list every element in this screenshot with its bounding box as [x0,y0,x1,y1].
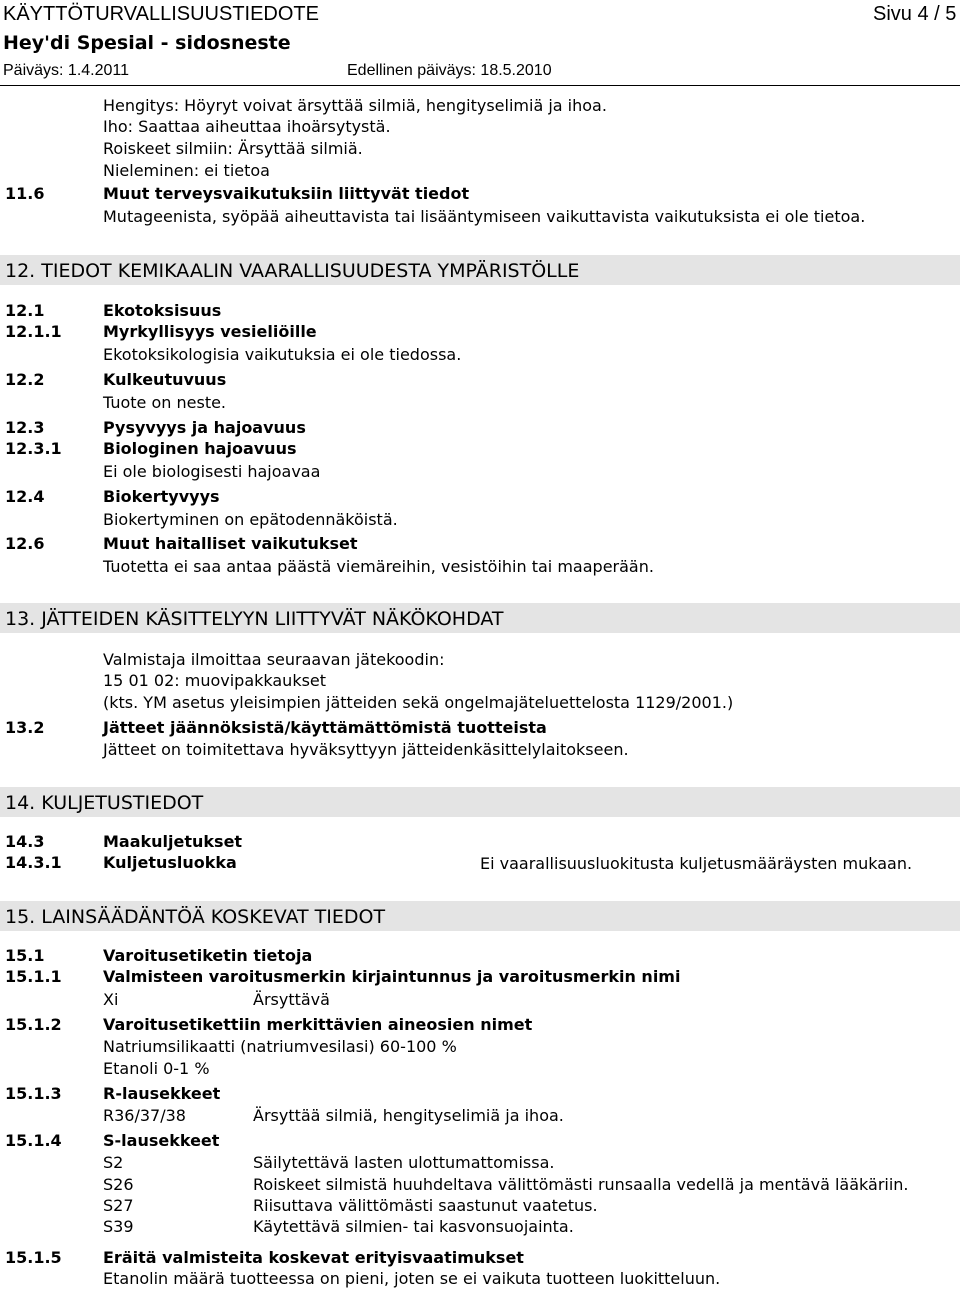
s13-line: Valmistaja ilmoittaa seuraavan jätekoodin: [103,650,445,669]
s11-line: Iho: Saattaa aiheuttaa ihoärsytystä. [103,117,391,136]
s-phrase-text: Säilytettävä lasten ulottumattomissa. [253,1153,555,1172]
s15-1-1-title: Valmisteen varoitusmerkin kirjaintunnus ja varoitusmerkin nimi [103,967,681,986]
s15-1-5-number: 15.1.5 [5,1248,62,1267]
r-phrase-code: R36/37/38 [103,1106,186,1125]
s12-1-1-text: Ekotoksikologisia vaikutuksia ei ole tiedossa. [103,345,462,364]
s-phrase-text: Riisuttava välittömästi saastunut vaatetus. [253,1196,598,1215]
s13-2-text: Jätteet on toimitettava hyväksyttyyn jätteidenkäsittelylaitokseen. [103,740,629,759]
s12-1-1-title: Myrkyllisyys vesieliöille [103,322,317,341]
s11-6-number: 11.6 [5,184,45,203]
s12-2-number: 12.2 [5,370,45,389]
s-phrase-code: S2 [103,1153,124,1172]
s13-line: 15 01 02: muovipakkaukset [103,671,327,690]
s12-3-1-text: Ei ole biologisesti hajoavaa [103,462,321,481]
ingredient-line: Etanoli 0-1 % [103,1059,210,1078]
s12-4-number: 12.4 [5,487,45,506]
hazard-symbol-code: Xi [103,990,119,1009]
s13-2-title: Jätteet jäännöksistä/käyttämättömistä tuotteista [103,718,547,737]
previous-date: Edellinen päiväys: 18.5.2010 [347,62,552,79]
s14-3-1-value: Ei vaarallisuusluokitusta kuljetusmääräysten mukaan. [480,854,913,873]
s-phrase-text: Roiskeet silmistä huuhdeltava välittömästi runsaalla vedellä ja mentävä lääkäriin. [253,1175,909,1194]
s14-3-1-title: Kuljetusluokka [103,853,237,872]
header-divider [0,85,960,86]
s12-1-title: Ekotoksisuus [103,301,222,320]
s15-1-2-title: Varoitusetikettiin merkittävien aineosien nimet [103,1015,533,1034]
s12-4-title: Biokertyvyys [103,487,220,506]
s-phrase-text: Käytettävä silmien- tai kasvonsuojainta. [253,1217,574,1236]
s12-6-number: 12.6 [5,534,45,553]
ingredient-line: Natriumsilikaatti (natriumvesilasi) 60-100 % [103,1037,457,1056]
s11-6-text: Mutageenista, syöpää aiheuttavista tai lisääntymiseen vaikuttavista vaikutuksista ei ole tietoa. [103,207,866,226]
s12-1-1-number: 12.1.1 [5,322,62,341]
s15-1-5-text: Etanolin määrä tuotteessa on pieni, joten se ei vaikuta tuotteen luokitteluun. [103,1269,721,1288]
s-phrase-code: S26 [103,1175,134,1194]
s15-1-title: Varoitusetiketin tietoja [103,946,313,965]
s13-2-number: 13.2 [5,718,45,737]
s11-6-title: Muut terveysvaikutuksiin liittyvät tiedot [103,184,470,203]
r-phrase-text: Ärsyttää silmiä, hengityselimiä ja ihoa. [253,1106,564,1125]
s11-line: Roiskeet silmiin: Ärsyttää silmiä. [103,139,363,158]
s12-2-text: Tuote on neste. [103,393,227,412]
s-phrase-code: S39 [103,1217,134,1236]
date: Päiväys: 1.4.2011 [3,62,130,79]
s13-line: (kts. YM asetus yleisimpien jätteiden sekä ongelmajäteluettelosta 1129/2001.) [103,693,734,712]
s12-6-title: Muut haitalliset vaikutukset [103,534,358,553]
s15-1-3-number: 15.1.3 [5,1084,62,1103]
s14-3-number: 14.3 [5,832,45,851]
page-number: Sivu 4 / 5 [873,3,957,25]
s12-3-title: Pysyvyys ja hajoavuus [103,418,306,437]
s12-2-title: Kulkeutuvuus [103,370,227,389]
section-12-title: 12. TIEDOT KEMIKAALIN VAARALLISUUDESTA YMPÄRISTÖLLE [5,260,580,282]
s15-1-4-number: 15.1.4 [5,1131,62,1150]
s14-3-1-number: 14.3.1 [5,853,62,872]
hazard-symbol-name: Ärsyttävä [253,990,330,1009]
s11-line: Hengitys: Höyryt voivat ärsyttää silmiä, hengityselimiä ja ihoa. [103,96,607,115]
s12-3-1-number: 12.3.1 [5,439,62,458]
section-13-title: 13. JÄTTEIDEN KÄSITTELYYN LIITTYVÄT NÄKÖKOHDAT [5,608,504,630]
s15-1-3-title: R-lausekkeet [103,1084,221,1103]
s12-3-number: 12.3 [5,418,45,437]
s15-1-5-title: Eräitä valmisteita koskevat erityisvaatimukset [103,1248,524,1267]
s12-6-text: Tuotetta ei saa antaa päästä viemäreihin, vesistöihin tai maaperään. [103,557,654,576]
s15-1-4-title: S-lausekkeet [103,1131,220,1150]
s11-line: Nieleminen: ei tietoa [103,161,270,180]
s15-1-1-number: 15.1.1 [5,967,62,986]
s15-1-2-number: 15.1.2 [5,1015,62,1034]
s12-3-1-title: Biologinen hajoavuus [103,439,297,458]
document-title: KÄYTTÖTURVALLISUUSTIEDOTE [3,3,319,25]
product-name: Hey'di Spesial - sidosneste [3,32,291,54]
section-15-title: 15. LAINSÄÄDÄNTÖÄ KOSKEVAT TIEDOT [5,906,386,928]
s12-1-number: 12.1 [5,301,45,320]
s12-4-text: Biokertyminen on epätodennäköistä. [103,510,398,529]
section-14-title: 14. KULJETUSTIEDOT [5,792,204,814]
s15-1-number: 15.1 [5,946,45,965]
s-phrase-code: S27 [103,1196,134,1215]
s14-3-title: Maakuljetukset [103,832,243,851]
